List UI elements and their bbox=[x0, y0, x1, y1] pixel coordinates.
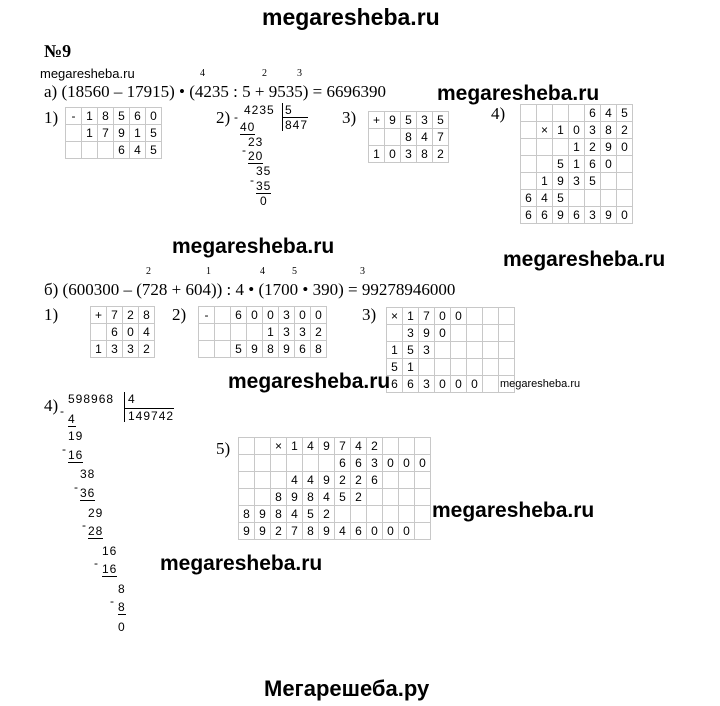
watermark-small: megaresheba.ru bbox=[500, 378, 581, 390]
dividend: 4235 bbox=[244, 103, 275, 117]
times-sign: × bbox=[387, 308, 403, 325]
step-b-1-label: 1) bbox=[44, 305, 59, 324]
watermark-5: megaresheba.ru bbox=[432, 499, 595, 522]
order-a-1: 4 bbox=[200, 68, 205, 79]
plus-sign: + bbox=[91, 307, 107, 324]
addition-b1: + 7 2 8 6 0 4 1 3 3 2 bbox=[90, 306, 155, 358]
site-title: megaresheba.ru bbox=[262, 4, 440, 30]
footer-title: Мегарешеба.ру bbox=[264, 676, 430, 701]
subtraction-b2: - 6 0 0 3 0 0 1 3 3 2 5 9 8 9 6 8 bbox=[198, 306, 327, 358]
step-a-4-label: 4) bbox=[491, 104, 506, 123]
order-b-5: 3 bbox=[360, 266, 365, 277]
divisor: 5 bbox=[282, 103, 293, 131]
step-a-3-label: 3) bbox=[342, 108, 357, 127]
minus-sign: - bbox=[199, 307, 215, 324]
multiplication-b5: × 1 4 9 7 4 2 6 6 3 0 0 0 4 4 9 2 2 6 8 9 8 4 5 2 8 9 8 4 5 2 9 9 2 7 8 9 4 6 0 0 0 bbox=[238, 437, 431, 540]
step-a-2-label: 2) bbox=[216, 108, 231, 127]
problem-number: №9 bbox=[44, 41, 72, 61]
divisor: 4 bbox=[124, 392, 136, 422]
order-b-2: 1 bbox=[206, 266, 211, 277]
watermark-1: megaresheba.ru bbox=[437, 82, 600, 105]
quotient: 149742 bbox=[125, 408, 174, 423]
watermark-2: megaresheba.ru bbox=[172, 235, 335, 258]
times-sign: × bbox=[271, 438, 287, 455]
long-division-b4: 598968 4 149742 - 4 19 - 16 38 - 36 29 - 28 16 - 16 8 - 8 0 bbox=[60, 392, 175, 634]
quotient: 847 bbox=[285, 118, 309, 132]
step-b-5-label: 5) bbox=[216, 439, 231, 458]
times-sign: × bbox=[537, 122, 553, 139]
addition-a3: + 9 5 3 5 8 4 7 1 0 3 8 2 bbox=[368, 111, 449, 163]
multiplication-b3: × 1 7 0 0 3 9 0 1 5 3 5 1 6 6 3 0 0 0 bbox=[386, 307, 515, 393]
minus-sign: - bbox=[66, 108, 82, 125]
expression-a: а) (18560 – 17915) • (4235 : 5 + 9535) = 6696390 bbox=[44, 82, 386, 101]
order-a-2: 2 bbox=[262, 68, 267, 79]
order-b-4: 5 bbox=[292, 266, 297, 277]
long-division-a2: 4235 5 847 - 40 23 - 20 35 - 35 0 bbox=[234, 103, 309, 208]
order-b-3: 4 bbox=[260, 266, 265, 277]
header-site-label: megaresheba.ru bbox=[40, 66, 135, 81]
order-b-1: 2 bbox=[146, 266, 151, 277]
watermark-3: megaresheba.ru bbox=[503, 248, 666, 271]
dividend: 598968 bbox=[68, 392, 115, 406]
step-b-4-label: 4) bbox=[44, 396, 59, 415]
step-b-3-label: 3) bbox=[362, 305, 377, 324]
step-a-1-label: 1) bbox=[44, 108, 59, 127]
step-b-2-label: 2) bbox=[172, 305, 187, 324]
multiplication-a4: 6 4 5 × 1 0 3 8 2 1 2 9 0 5 1 6 0 1 9 3 5 6 4 5 6 6 9 6 3 9 0 bbox=[520, 104, 633, 224]
watermark-6: megaresheba.ru bbox=[160, 552, 323, 575]
plus-sign: + bbox=[369, 112, 385, 129]
subtraction-a1: - 1 8 5 6 0 1 7 9 1 5 6 4 5 bbox=[65, 107, 162, 159]
expression-b: б) (600300 – (728 + 604)) : 4 • (1700 • 390) = 99278946000 bbox=[44, 280, 456, 299]
order-a-3: 3 bbox=[297, 68, 302, 79]
watermark-4: megaresheba.ru bbox=[228, 370, 391, 393]
